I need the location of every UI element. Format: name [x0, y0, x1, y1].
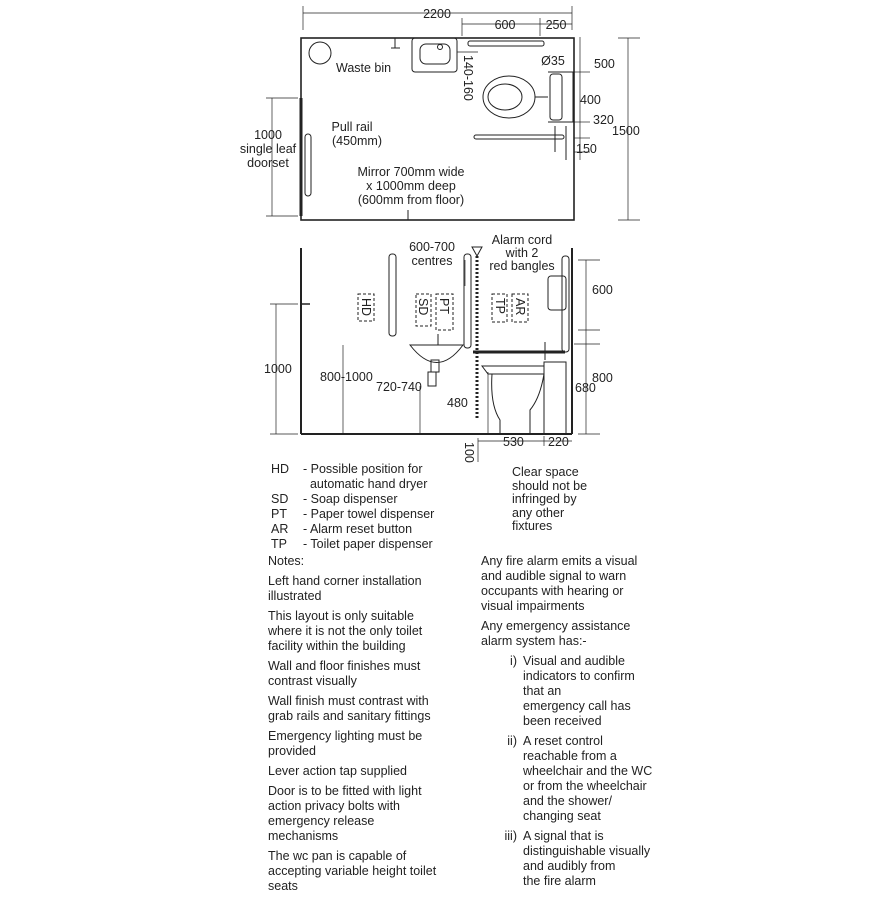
- wc-elevation-icon: [482, 362, 566, 434]
- dim-140-160: 140-160: [461, 55, 475, 101]
- note-item: Wall and floor finishes must contrast visually: [268, 659, 421, 688]
- note-item: Door is to be fitted with light action privacy bolts with emergency release mechanisms: [268, 784, 422, 843]
- pull-rail-size: (450mm): [331, 134, 383, 148]
- mirror-label-3: (600mm from floor): [357, 193, 465, 207]
- dim-530: 530: [503, 435, 524, 449]
- door-label: doorset: [247, 156, 289, 170]
- door-type: single leaf: [239, 142, 297, 156]
- dim-680: 680: [575, 381, 596, 395]
- assistance-intro: Any emergency assistance alarm system has:-: [481, 619, 631, 648]
- legend-item: AR - Alarm reset button: [271, 522, 413, 536]
- note-item: Left hand corner installation illustrated: [268, 574, 422, 603]
- note-item: This layout is only suitable where it is not the only toilet facility within the building: [268, 609, 423, 653]
- dim-800: 800: [592, 371, 613, 385]
- assistance-item: i) Visual and audible indicators to confirm that an emergency call has been received: [510, 654, 635, 728]
- dim-1000: 1000: [264, 362, 292, 376]
- dim-width: 2200: [423, 7, 451, 21]
- alarm-label-1: Alarm cord: [491, 233, 553, 247]
- centres-label-1: 600-700: [409, 240, 455, 254]
- code-sd: SD: [416, 298, 430, 316]
- note-item: Lever action tap supplied: [268, 764, 407, 778]
- notes-column: [268, 554, 436, 899]
- assistance-item: iii) A signal that is distinguishable visually and audibly from the fire alarm: [504, 829, 651, 888]
- dim-800-1000: 800-1000: [320, 370, 373, 384]
- vertical-grab-rail: [389, 254, 396, 336]
- fire-alarm-note: Any fire alarm emits a visual and audible signal to warn occupants with hearing or visual impairments: [481, 554, 638, 613]
- waste-bin-label: Waste bin: [336, 61, 392, 75]
- centres-label-2: centres: [411, 254, 453, 268]
- dim-320: 320: [593, 113, 614, 127]
- dim-220: 220: [548, 435, 569, 449]
- drop-down-rail-plan: [474, 135, 564, 139]
- legend-item: SD - Soap dispenser: [271, 492, 398, 506]
- wash-basin-elevation-icon: [410, 334, 463, 386]
- dim-dia35: Ø35: [541, 54, 565, 68]
- dim-480: 480: [447, 396, 468, 410]
- grab-rail-plan: [468, 41, 544, 46]
- code-tp: TP: [493, 298, 507, 314]
- mirror-label-2: x 1000mm deep: [366, 179, 456, 193]
- dim-720-740: 720-740: [376, 380, 422, 394]
- mirror-label-1: Mirror 700mm wide: [357, 165, 465, 179]
- note-item: Emergency lighting must be provided: [268, 729, 423, 758]
- code-pt: PT: [437, 298, 451, 314]
- legend-item: automatic hand dryer: [303, 477, 428, 491]
- dim-depth: 1500: [612, 124, 640, 138]
- legend-item: PT - Paper towel dispenser: [271, 507, 435, 521]
- legend-item: HD - Possible position for: [271, 462, 423, 476]
- pull-rail-label: Pull rail: [331, 120, 373, 134]
- dim-100: 100: [462, 442, 476, 463]
- alarm-label-2: with 2: [505, 246, 539, 260]
- alarm-label-3: red bangles: [489, 259, 555, 273]
- code-hd: HD: [359, 298, 373, 317]
- dim-150: 150: [576, 142, 597, 156]
- notes-title: Notes:: [268, 554, 305, 568]
- wc-plan-icon: [483, 72, 573, 122]
- clear-space-note: Clear space should not be infringed by any other fixtures: [512, 465, 588, 533]
- note-item: The wc pan is capable of accepting variable height toilet seats: [268, 849, 437, 893]
- dim-600-elev: 600: [592, 283, 613, 297]
- alarm-column: [481, 554, 652, 894]
- code-ar: AR: [513, 298, 527, 316]
- note-item: Wall finish must contrast with grab rails and sanitary fittings: [268, 694, 431, 723]
- wash-basin-plan-icon: [391, 38, 457, 72]
- dim-600: 600: [494, 18, 516, 32]
- legend: [271, 462, 434, 552]
- dim-250: 250: [545, 18, 567, 32]
- assistance-item: ii) A reset control reachable from a wheelchair and the WC or from the wheelchair and the shower/ changing seat: [507, 734, 653, 823]
- pull-rail-plan: [305, 134, 311, 196]
- dim-400: 400: [580, 93, 601, 107]
- door-dim: 1000: [254, 128, 282, 142]
- dim-500: 500: [594, 57, 615, 71]
- waste-bin-icon: [309, 42, 331, 64]
- legend-item: TP - Toilet paper dispenser: [271, 537, 433, 551]
